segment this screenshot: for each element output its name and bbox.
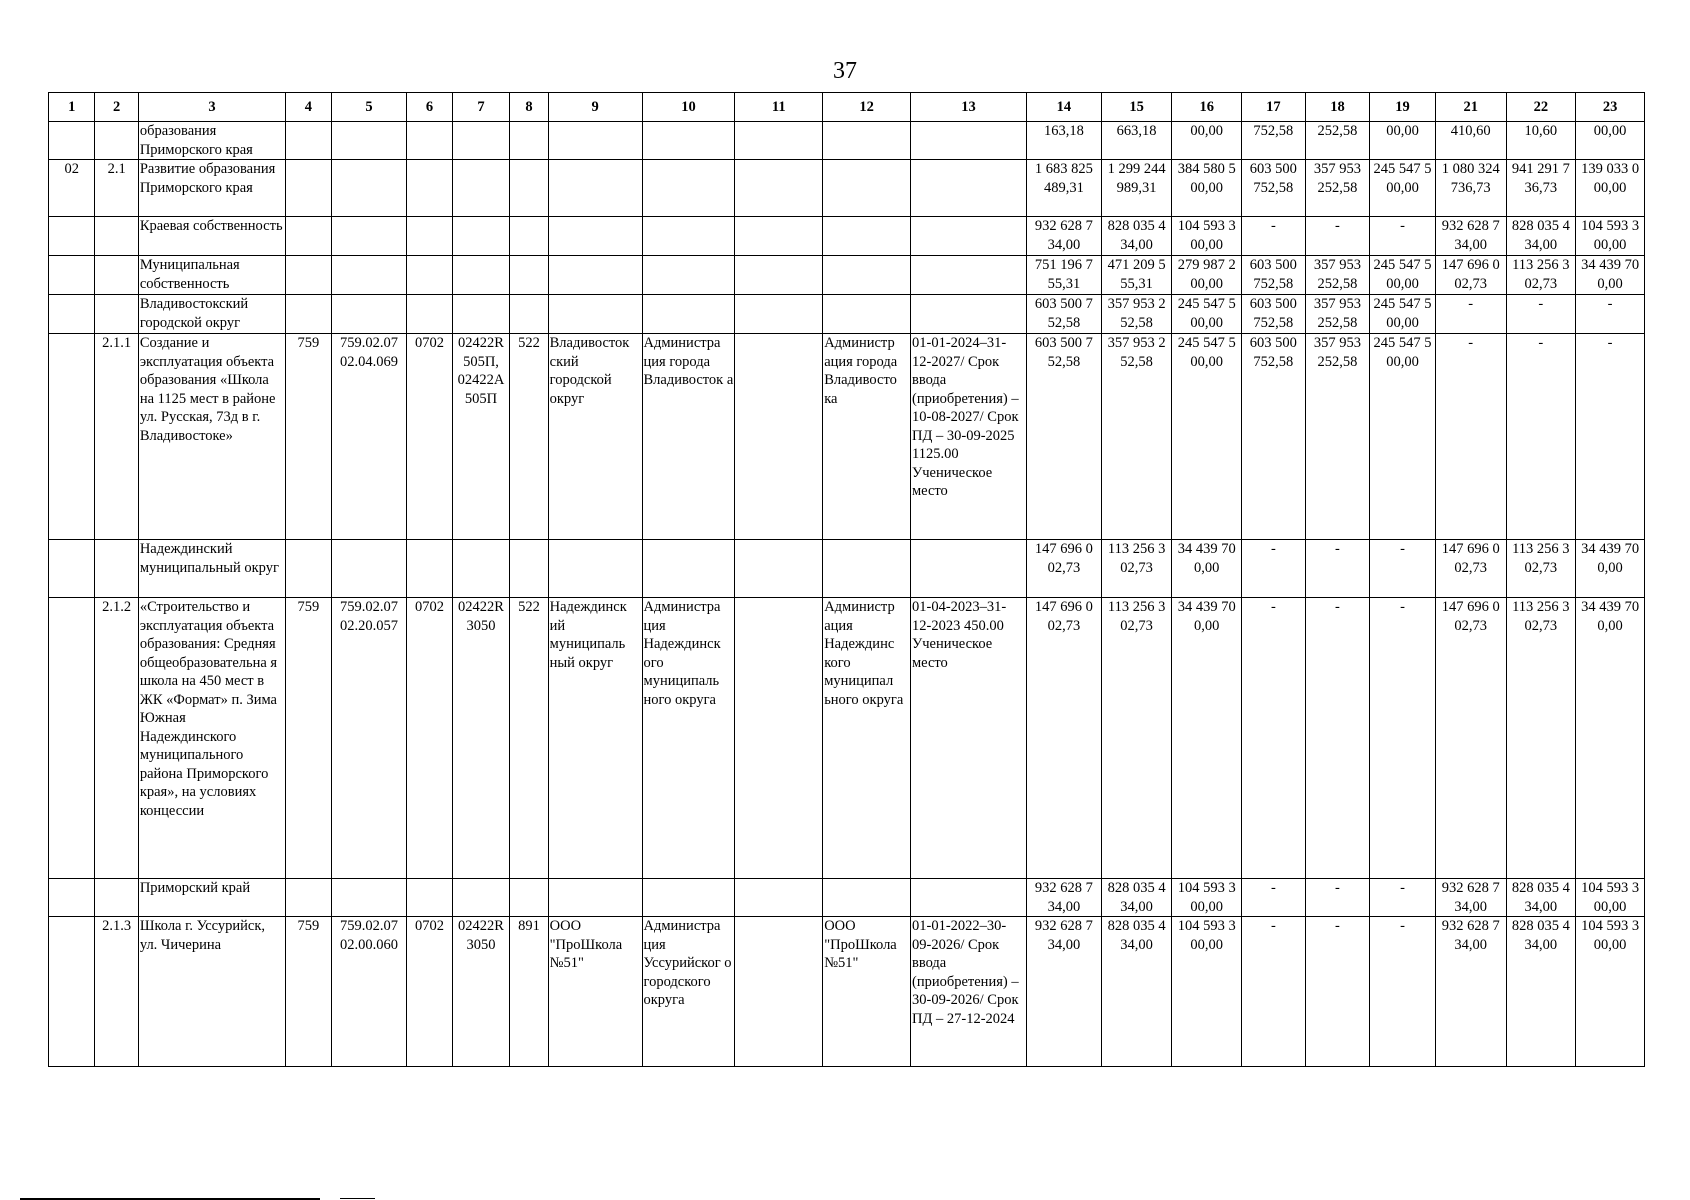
col-header: 13 bbox=[911, 93, 1027, 122]
cell: - bbox=[1576, 295, 1645, 334]
cell: - bbox=[1242, 540, 1306, 598]
cell bbox=[452, 217, 510, 256]
cell: 828 035 4 34,00 bbox=[1506, 879, 1576, 917]
table-row bbox=[49, 879, 1645, 917]
cell: 603 500 752,58 bbox=[1242, 160, 1306, 217]
cell bbox=[331, 217, 407, 256]
cell bbox=[452, 540, 510, 598]
cell: 471 209 5 55,31 bbox=[1101, 256, 1172, 295]
cell: 603 500 752,58 bbox=[1242, 295, 1306, 334]
cell: 10,60 bbox=[1506, 122, 1576, 160]
cell bbox=[823, 122, 911, 160]
cell: - bbox=[1370, 879, 1436, 917]
cell bbox=[548, 160, 642, 217]
cell bbox=[331, 295, 407, 334]
cell: 357 953 252,58 bbox=[1305, 256, 1370, 295]
col-header: 2 bbox=[95, 93, 138, 122]
cell bbox=[49, 540, 95, 598]
cell: 163,18 bbox=[1027, 122, 1102, 160]
cell bbox=[95, 122, 138, 160]
cell: 113 256 3 02,73 bbox=[1101, 540, 1172, 598]
table-row bbox=[49, 334, 1645, 540]
cell bbox=[642, 295, 735, 334]
cell: - bbox=[1370, 598, 1436, 879]
cell bbox=[548, 879, 642, 917]
cell bbox=[823, 256, 911, 295]
cell: 1 299 244 989,31 bbox=[1101, 160, 1172, 217]
col-header: 5 bbox=[331, 93, 407, 122]
cell: 357 953 252,58 bbox=[1305, 160, 1370, 217]
cell: 759 bbox=[286, 334, 331, 540]
cell bbox=[735, 217, 823, 256]
cell: 104 593 3 00,00 bbox=[1172, 917, 1242, 1067]
cell: 34 439 70 0,00 bbox=[1576, 540, 1645, 598]
cell bbox=[331, 879, 407, 917]
cell bbox=[407, 295, 452, 334]
cell: 245 547 5 00,00 bbox=[1172, 295, 1242, 334]
cell: - bbox=[1576, 334, 1645, 540]
cell bbox=[95, 217, 138, 256]
cell: 357 953 252,58 bbox=[1305, 334, 1370, 540]
cell bbox=[510, 256, 548, 295]
cell: 410,60 bbox=[1435, 122, 1506, 160]
cell: 34 439 70 0,00 bbox=[1172, 540, 1242, 598]
cell: 104 593 3 00,00 bbox=[1172, 217, 1242, 256]
cell: 34 439 70 0,00 bbox=[1172, 598, 1242, 879]
cell bbox=[49, 598, 95, 879]
cell bbox=[407, 879, 452, 917]
cell: 828 035 4 34,00 bbox=[1101, 217, 1172, 256]
cell: - bbox=[1242, 917, 1306, 1067]
cell bbox=[911, 256, 1027, 295]
table-row bbox=[49, 122, 1645, 160]
col-header: 14 bbox=[1027, 93, 1102, 122]
cell bbox=[510, 122, 548, 160]
cell: 113 256 3 02,73 bbox=[1506, 598, 1576, 879]
cell: 357 953 2 52,58 bbox=[1101, 295, 1172, 334]
cell: 759 bbox=[286, 598, 331, 879]
cell: Администра ция Уссурийског о городского округа bbox=[642, 917, 735, 1067]
cell: Школа г. Уссурийск, ул. Чичерина bbox=[138, 917, 285, 1067]
cell: 941 291 7 36,73 bbox=[1506, 160, 1576, 217]
cell: 147 696 0 02,73 bbox=[1435, 540, 1506, 598]
cell: 932 628 7 34,00 bbox=[1435, 917, 1506, 1067]
cell bbox=[548, 122, 642, 160]
cell bbox=[95, 295, 138, 334]
cell: - bbox=[1305, 598, 1370, 879]
cell: Муниципальная собственность bbox=[138, 256, 285, 295]
header-row bbox=[49, 93, 1645, 122]
cell: - bbox=[1305, 217, 1370, 256]
cell bbox=[735, 879, 823, 917]
cell bbox=[286, 295, 331, 334]
col-header: 10 bbox=[642, 93, 735, 122]
cell: 759.02.07 02.04.069 bbox=[331, 334, 407, 540]
table-row bbox=[49, 598, 1645, 879]
cell: 147 696 0 02,73 bbox=[1435, 256, 1506, 295]
cell: 663,18 bbox=[1101, 122, 1172, 160]
cell: 245 547 5 00,00 bbox=[1370, 256, 1436, 295]
cell bbox=[286, 256, 331, 295]
cell: Приморский край bbox=[138, 879, 285, 917]
cell bbox=[49, 334, 95, 540]
cell bbox=[452, 879, 510, 917]
cell: 02422R 3050 bbox=[452, 598, 510, 879]
cell: 104 593 3 00,00 bbox=[1172, 879, 1242, 917]
cell bbox=[510, 540, 548, 598]
cell: 1 683 825 489,31 bbox=[1027, 160, 1102, 217]
table-row bbox=[49, 917, 1645, 1067]
cell bbox=[642, 217, 735, 256]
cell: 2.1 bbox=[95, 160, 138, 217]
cell bbox=[49, 217, 95, 256]
cell bbox=[548, 256, 642, 295]
cell bbox=[331, 256, 407, 295]
cell bbox=[407, 122, 452, 160]
cell: 147 696 0 02,73 bbox=[1027, 540, 1102, 598]
cell: 147 696 0 02,73 bbox=[1027, 598, 1102, 879]
cell bbox=[911, 217, 1027, 256]
cell: «Строительство и эксплуатация объекта образования: Средняя общеобразовательна я школа на 450 мест в ЖК «Формат» п. Зима Южная Надеждинского муниципального района Приморского края», на условиях концессии bbox=[138, 598, 285, 879]
col-header: 1 bbox=[49, 93, 95, 122]
cell bbox=[823, 879, 911, 917]
cell: 252,58 bbox=[1305, 122, 1370, 160]
cell bbox=[49, 122, 95, 160]
cell bbox=[735, 122, 823, 160]
cell bbox=[407, 540, 452, 598]
col-header: 4 bbox=[286, 93, 331, 122]
cell: 01-01-2024–31-12-2027/ Срок ввода (приобретения) – 10-08-2027/ Срок ПД – 30-09-2025 1125.00 Ученическое место bbox=[911, 334, 1027, 540]
cell bbox=[642, 540, 735, 598]
cell bbox=[911, 160, 1027, 217]
cell: 828 035 4 34,00 bbox=[1101, 917, 1172, 1067]
cell: 828 035 4 34,00 bbox=[1506, 917, 1576, 1067]
cell: 34 439 70 0,00 bbox=[1576, 598, 1645, 879]
col-header: 21 bbox=[1435, 93, 1506, 122]
cell: 245 547 5 00,00 bbox=[1370, 295, 1436, 334]
cell: - bbox=[1370, 917, 1436, 1067]
cell: - bbox=[1506, 334, 1576, 540]
col-header: 11 bbox=[735, 93, 823, 122]
cell: 245 547 5 00,00 bbox=[1370, 334, 1436, 540]
cell: 104 593 3 00,00 bbox=[1576, 217, 1645, 256]
cell: 02422R 505П, 02422А 505П bbox=[452, 334, 510, 540]
cell: 759.02.07 02.00.060 bbox=[331, 917, 407, 1067]
cell: 522 bbox=[510, 598, 548, 879]
cell: ООО "ПроШкола №51" bbox=[823, 917, 911, 1067]
cell: 2.1.1 bbox=[95, 334, 138, 540]
cell bbox=[642, 256, 735, 295]
cell: 139 033 0 00,00 bbox=[1576, 160, 1645, 217]
cell bbox=[911, 122, 1027, 160]
cell: 113 256 3 02,73 bbox=[1506, 256, 1576, 295]
cell bbox=[286, 540, 331, 598]
cell bbox=[642, 122, 735, 160]
cell bbox=[452, 122, 510, 160]
cell: - bbox=[1305, 879, 1370, 917]
cell bbox=[642, 160, 735, 217]
cell: Надеждинский муниципальный округ bbox=[138, 540, 285, 598]
cell bbox=[452, 160, 510, 217]
col-header: 17 bbox=[1242, 93, 1306, 122]
cell: Администра ция города Владивосток а bbox=[642, 334, 735, 540]
cell: - bbox=[1506, 295, 1576, 334]
table-row bbox=[49, 540, 1645, 598]
cell bbox=[452, 256, 510, 295]
cell bbox=[331, 122, 407, 160]
cell bbox=[95, 540, 138, 598]
cell: 104 593 3 00,00 bbox=[1576, 917, 1645, 1067]
cell: - bbox=[1370, 217, 1436, 256]
cell bbox=[95, 256, 138, 295]
cell: 759 bbox=[286, 917, 331, 1067]
col-header: 15 bbox=[1101, 93, 1172, 122]
cell bbox=[642, 879, 735, 917]
cell: 603 500 752,58 bbox=[1242, 334, 1306, 540]
cell bbox=[911, 540, 1027, 598]
cell: 603 500 7 52,58 bbox=[1027, 295, 1102, 334]
cell: 828 035 4 34,00 bbox=[1101, 879, 1172, 917]
cell: 147 696 0 02,73 bbox=[1435, 598, 1506, 879]
cell bbox=[735, 295, 823, 334]
cell bbox=[548, 217, 642, 256]
col-header: 12 bbox=[823, 93, 911, 122]
table-row bbox=[49, 295, 1645, 334]
cell bbox=[49, 256, 95, 295]
cell bbox=[95, 879, 138, 917]
cell bbox=[510, 879, 548, 917]
table-row bbox=[49, 256, 1645, 295]
cell bbox=[49, 295, 95, 334]
table-row bbox=[49, 160, 1645, 217]
cell: 279 987 2 00,00 bbox=[1172, 256, 1242, 295]
cell: 1 080 324 736,73 bbox=[1435, 160, 1506, 217]
cell: 00,00 bbox=[1172, 122, 1242, 160]
cell: Развитие образования Приморского края bbox=[138, 160, 285, 217]
cell: 932 628 7 34,00 bbox=[1435, 879, 1506, 917]
cell: 522 bbox=[510, 334, 548, 540]
col-header: 23 bbox=[1576, 93, 1645, 122]
cell: 0702 bbox=[407, 334, 452, 540]
cell bbox=[331, 160, 407, 217]
cell bbox=[452, 295, 510, 334]
cell bbox=[735, 256, 823, 295]
cell bbox=[286, 217, 331, 256]
cell bbox=[286, 122, 331, 160]
cell bbox=[548, 540, 642, 598]
cell: 113 256 3 02,73 bbox=[1101, 598, 1172, 879]
cell: 932 628 7 34,00 bbox=[1027, 917, 1102, 1067]
cell bbox=[49, 879, 95, 917]
cell: 01-04-2023–31-12-2023 450.00 Ученическое место bbox=[911, 598, 1027, 879]
col-header: 7 bbox=[452, 93, 510, 122]
cell bbox=[407, 160, 452, 217]
cell: ООО "ПроШкола №51" bbox=[548, 917, 642, 1067]
cell: 00,00 bbox=[1576, 122, 1645, 160]
cell bbox=[407, 256, 452, 295]
cell: 245 547 5 00,00 bbox=[1370, 160, 1436, 217]
cell bbox=[49, 917, 95, 1067]
cell bbox=[510, 217, 548, 256]
cell: - bbox=[1305, 540, 1370, 598]
cell bbox=[510, 295, 548, 334]
cell: 245 547 5 00,00 bbox=[1172, 334, 1242, 540]
cell: 828 035 4 34,00 bbox=[1506, 217, 1576, 256]
cell: 357 953 2 52,58 bbox=[1101, 334, 1172, 540]
cell: 2.1.2 bbox=[95, 598, 138, 879]
cell bbox=[735, 334, 823, 540]
cell: 02 bbox=[49, 160, 95, 217]
cell: Краевая собственность bbox=[138, 217, 285, 256]
cell bbox=[286, 879, 331, 917]
col-header: 6 bbox=[407, 93, 452, 122]
cell: 0702 bbox=[407, 917, 452, 1067]
cell: - bbox=[1242, 879, 1306, 917]
cell bbox=[823, 160, 911, 217]
cell: 00,00 bbox=[1370, 122, 1436, 160]
cell: 603 500 752,58 bbox=[1242, 256, 1306, 295]
cell bbox=[286, 160, 331, 217]
cell: Владивостокский городской округ bbox=[138, 295, 285, 334]
cell bbox=[911, 879, 1027, 917]
cell: - bbox=[1435, 334, 1506, 540]
cell bbox=[735, 917, 823, 1067]
cell: 603 500 7 52,58 bbox=[1027, 334, 1102, 540]
cell: 02422R 3050 bbox=[452, 917, 510, 1067]
cell: 34 439 70 0,00 bbox=[1576, 256, 1645, 295]
cell bbox=[823, 295, 911, 334]
footer-rule-short bbox=[340, 1198, 375, 1199]
cell: 113 256 3 02,73 bbox=[1506, 540, 1576, 598]
cell: 752,58 bbox=[1242, 122, 1306, 160]
cell: 932 628 7 34,00 bbox=[1027, 879, 1102, 917]
cell bbox=[407, 217, 452, 256]
cell: Администра ция Надеждинск ого муниципаль ного округа bbox=[642, 598, 735, 879]
col-header: 22 bbox=[1506, 93, 1576, 122]
cell: Создание и эксплуатация объекта образования «Школа на 1125 мест в районе ул. Русская, 73д в г. Владивостоке» bbox=[138, 334, 285, 540]
cell: 357 953 252,58 bbox=[1305, 295, 1370, 334]
cell: - bbox=[1242, 217, 1306, 256]
col-header: 3 bbox=[138, 93, 285, 122]
cell bbox=[331, 540, 407, 598]
cell: 932 628 7 34,00 bbox=[1435, 217, 1506, 256]
cell bbox=[548, 295, 642, 334]
cell: 751 196 7 55,31 bbox=[1027, 256, 1102, 295]
col-header: 18 bbox=[1305, 93, 1370, 122]
page-number: 37 bbox=[833, 58, 857, 84]
cell: - bbox=[1370, 540, 1436, 598]
cell bbox=[823, 540, 911, 598]
cell bbox=[823, 217, 911, 256]
table-row bbox=[49, 217, 1645, 256]
cell bbox=[735, 598, 823, 879]
cell: Надеждинск ий муниципаль ный округ bbox=[548, 598, 642, 879]
cell: Владивосток ский городской округ bbox=[548, 334, 642, 540]
cell: образования Приморского края bbox=[138, 122, 285, 160]
cell: - bbox=[1242, 598, 1306, 879]
cell: 2.1.3 bbox=[95, 917, 138, 1067]
cell: 759.02.07 02.20.057 bbox=[331, 598, 407, 879]
cell: 384 580 5 00,00 bbox=[1172, 160, 1242, 217]
col-header: 19 bbox=[1370, 93, 1436, 122]
cell: 0702 bbox=[407, 598, 452, 879]
cell bbox=[735, 160, 823, 217]
cell: 932 628 7 34,00 bbox=[1027, 217, 1102, 256]
col-header: 9 bbox=[548, 93, 642, 122]
col-header: 16 bbox=[1172, 93, 1242, 122]
cell bbox=[911, 295, 1027, 334]
cell: Администр ация города Владивосто ка bbox=[823, 334, 911, 540]
cell bbox=[510, 160, 548, 217]
cell: Администр ация Надеждинс кого муниципал ьного округа bbox=[823, 598, 911, 879]
cell: - bbox=[1435, 295, 1506, 334]
col-header: 8 bbox=[510, 93, 548, 122]
cell: 01-01-2022–30-09-2026/ Срок ввода (приобретения) – 30-09-2026/ Срок ПД – 27-12-2024 bbox=[911, 917, 1027, 1067]
cell: 104 593 3 00,00 bbox=[1576, 879, 1645, 917]
cell: - bbox=[1305, 917, 1370, 1067]
cell: 891 bbox=[510, 917, 548, 1067]
cell bbox=[735, 540, 823, 598]
data-table bbox=[48, 92, 1645, 1067]
